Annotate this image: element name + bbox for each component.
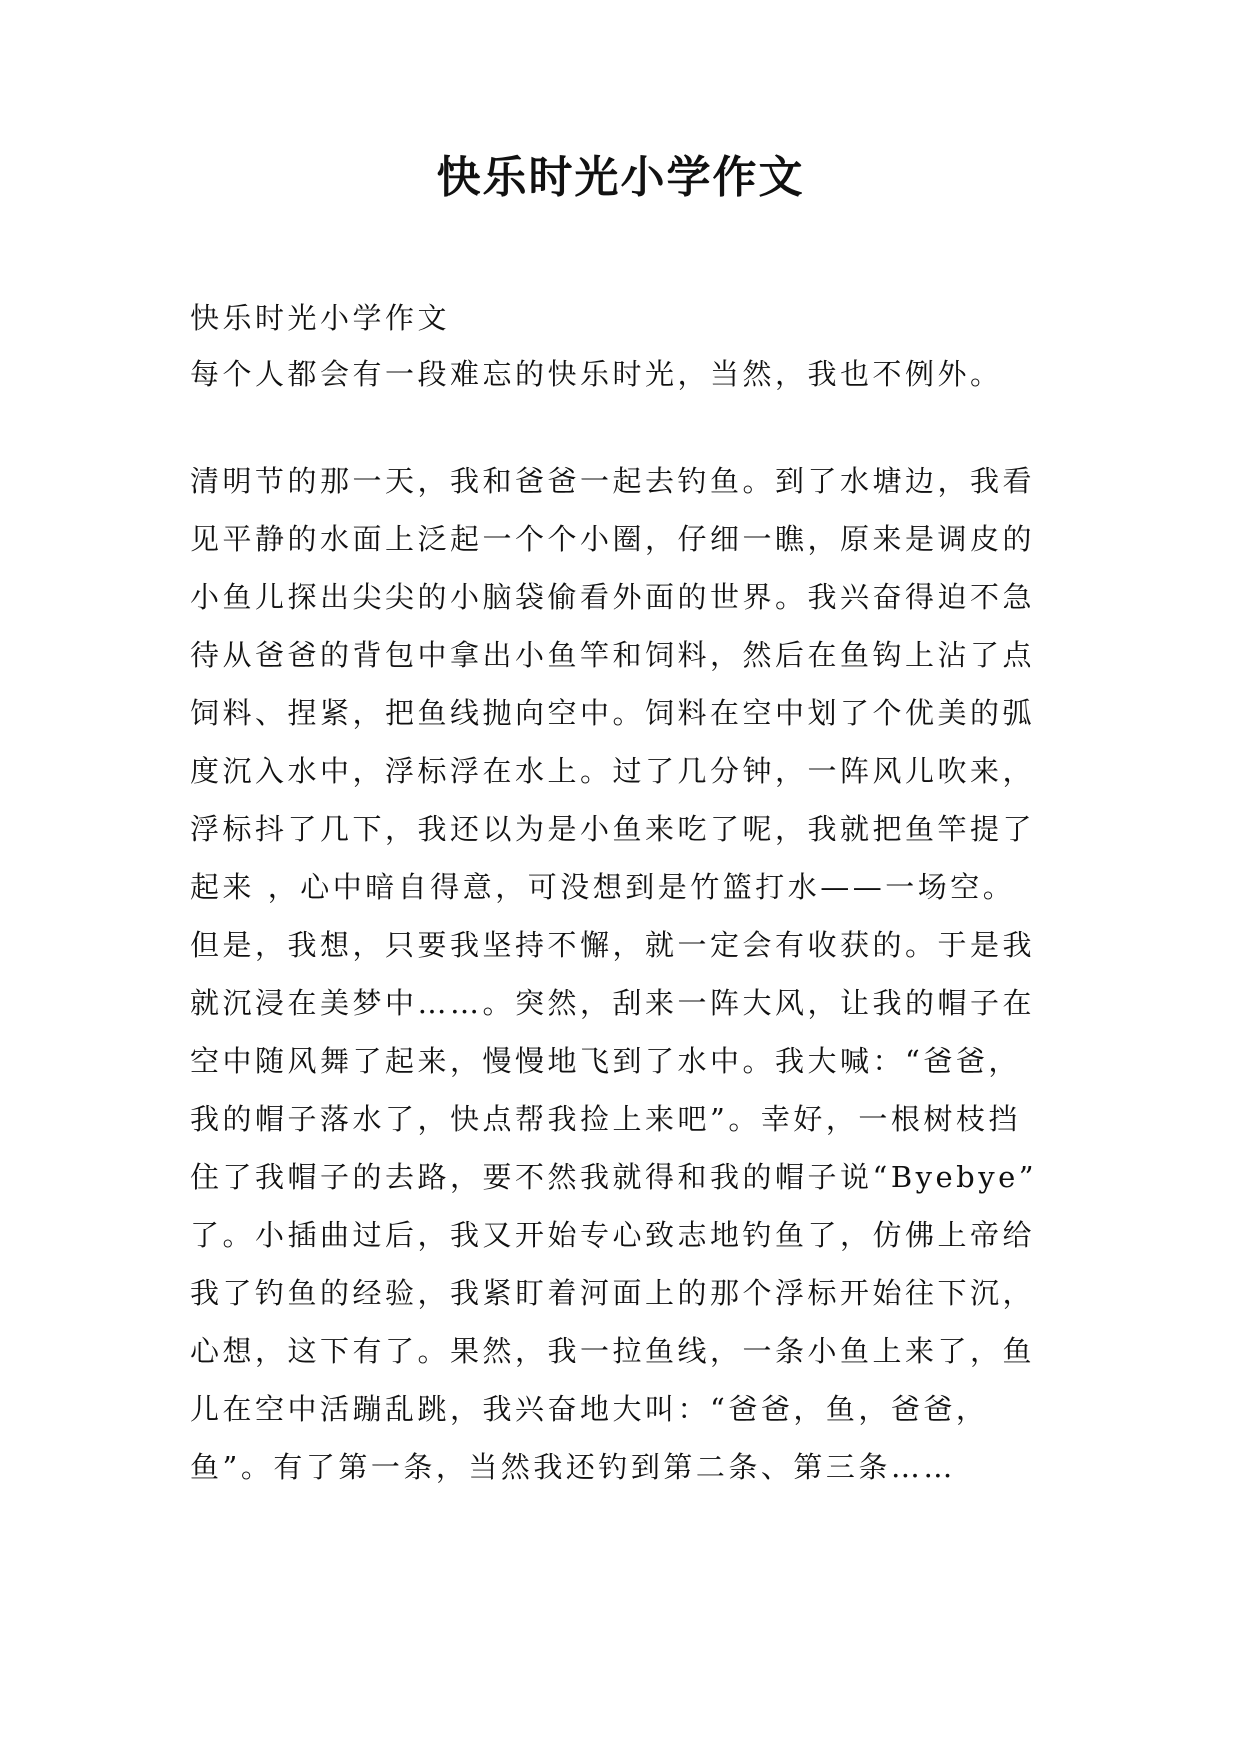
text-line: 我的帽子落水了，快点帮我捡上来吧”。幸好，一根树枝挡: [190, 1102, 1021, 1136]
text-line: 鱼”。有了第一条，当然我还钓到第二条、第三条……: [190, 1450, 956, 1484]
text-line: 饲料、捏紧，把鱼线抛向空中。饲料在空中划了个优美的弧: [190, 696, 1036, 730]
text-line: 但是，我想，只要我坚持不懈，就一定会有收获的。于是我: [190, 928, 1036, 962]
text-line: 清明节的那一天，我和爸爸一起去钓鱼。到了水塘边，我看: [190, 464, 1036, 498]
text-line: 浮标抖了几下，我还以为是小鱼来吃了呢，我就把鱼竿提了: [190, 812, 1036, 846]
page-title: 快乐时光小学作文: [436, 152, 805, 203]
text-line: 心想，这下有了。果然，我一拉鱼线，一条小鱼上来了，鱼: [190, 1334, 1036, 1368]
text-line: 待从爸爸的背包中拿出小鱼竿和饲料，然后在鱼钩上沾了点: [190, 638, 1036, 672]
text-line: 就沉浸在美梦中……。突然，刮来一阵大风，让我的帽子在: [190, 986, 1036, 1020]
text-line: 见平静的水面上泛起一个个小圈，仔细一瞧，原来是调皮的: [190, 522, 1036, 556]
text-line: 起来 ，心中暗自得意，可没想到是竹篮打水——一场空。: [190, 870, 1016, 904]
subtitle-line: 快乐时光小学作文: [190, 301, 451, 335]
intro-line: 每个人都会有一段难忘的快乐时光，当然，我也不例外。: [190, 357, 1003, 391]
text-line: 我了钓鱼的经验，我紧盯着河面上的那个浮标开始往下沉，: [190, 1276, 1036, 1310]
text-line: 空中随风舞了起来，慢慢地飞到了水中。我大喊：“爸爸，: [190, 1044, 1021, 1078]
text-line: 度沉入水中，浮标浮在水上。过了几分钟，一阵风儿吹来，: [190, 754, 1036, 788]
text-line: 了。小插曲过后，我又开始专心致志地钓鱼了，仿佛上帝给: [190, 1218, 1036, 1252]
story-paragraph: [190, 452, 1070, 1496]
text-line: 儿在空中活蹦乱跳，我兴奋地大叫：“爸爸，鱼，爸爸，: [190, 1392, 989, 1426]
intro-paragraph: [190, 290, 1070, 402]
document-body: [190, 290, 1070, 1496]
text-line: 小鱼儿探出尖尖的小脑袋偷看外面的世界。我兴奋得迫不急: [190, 580, 1036, 614]
text-line: 住了我帽子的去路，要不然我就得和我的帽子说“Byebye”: [190, 1160, 1038, 1194]
